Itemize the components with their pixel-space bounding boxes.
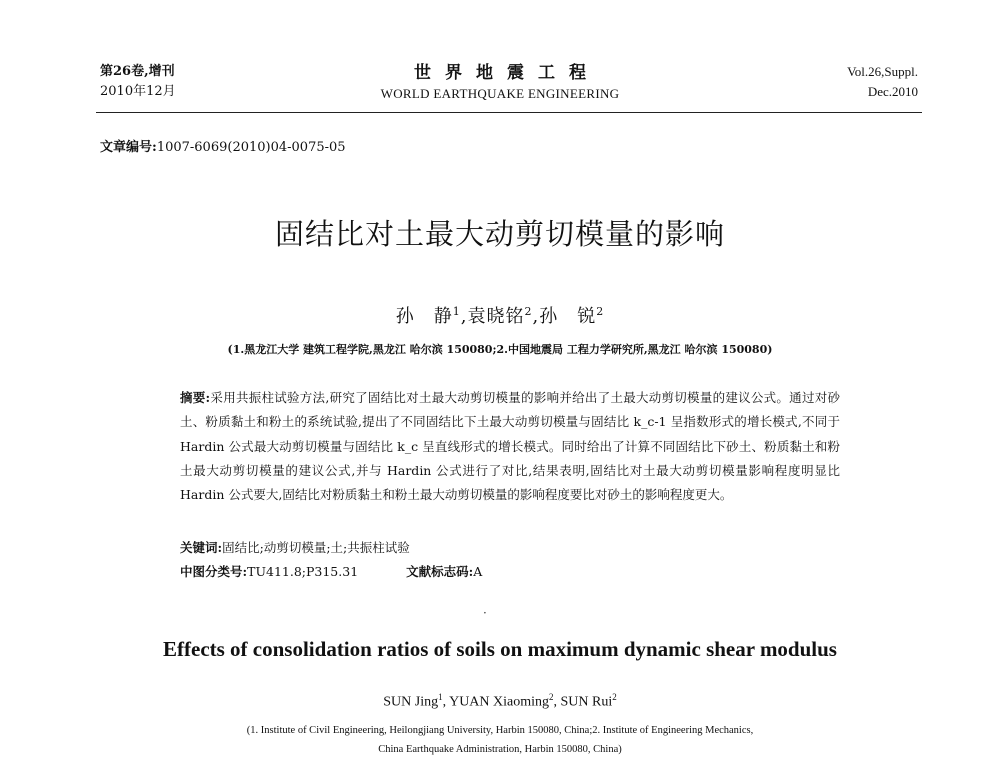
author-zh-sep-1: ,: [460, 306, 468, 327]
doc-code-label: 文献标志码:: [406, 564, 474, 579]
author-en-3-sup: 2: [612, 692, 617, 702]
title-en: Effects of consolidation ratios of soils on maximum dynamic shear modulus: [163, 637, 837, 661]
clc-label: 中图分类号:: [180, 564, 248, 579]
doc-code-value: A: [473, 564, 483, 579]
abstract-label: 摘要:: [180, 390, 211, 405]
article-number-value: 1007-6069(2010)04-0075-05: [156, 140, 346, 155]
author-zh-sep-2: ,: [532, 306, 540, 327]
abstract-text: 采用共振柱试验方法,研究了固结比对土最大动剪切模量的影响并给出了土最大动剪切模量的建议公式。通过对砂土、粉质黏土和粉土的系统试验,提出了不同固结比下土最大动剪切模量与固结比 k_c-1 呈指数形式的增长模式,不同于 Hardin 公式最大动剪切模量与固结比 k_c 呈直线形式的增长模式。同时给出了计算不同固结比下砂土、粉质黏土和粉土最大动剪切模量的建议公式,并与 Hardin 公式进行了对比,结果表明,固结比对土最大动剪切模量影响程度明显比 Hardin 公式要大,固结比对粉质黏土和粉土最大动剪切模量的影响程度要比对砂土的影响程度更大。: [180, 390, 840, 503]
journal-title-en: WORLD EARTHQUAKE ENGINEERING: [380, 86, 620, 101]
author-zh-2: 袁晓铭: [467, 306, 525, 327]
separator-dot: ·: [483, 606, 487, 620]
article-number: [100, 136, 346, 155]
author-en-sep-1: ,: [442, 694, 450, 710]
author-zh-3: 孙 锐: [539, 306, 597, 327]
affiliation-en-line-2: China Earthquake Administration, Harbin 150080, China): [378, 744, 622, 755]
affiliation-zh: (1.黑龙江大学 建筑工程学院,黑龙江 哈尔滨 150080;2.中国地震局 工程力学研究所,黑龙江 哈尔滨 150080): [227, 343, 773, 356]
author-en-2-sup: 2: [549, 692, 554, 702]
classification: [180, 562, 482, 580]
author-en-1: SUN Jing: [383, 694, 439, 710]
keywords-label: 关键词:: [180, 540, 223, 555]
article-number-label: 文章编号:: [100, 140, 157, 155]
author-en-3: SUN Rui: [560, 694, 613, 710]
volume-zh: 第26卷,增刊: [100, 64, 175, 79]
keywords: [180, 538, 410, 556]
author-zh-1: 孙 静: [395, 306, 453, 327]
header-left: [100, 62, 176, 102]
author-zh-3-sup: 2: [596, 305, 605, 318]
author-zh-2-sup: 2: [524, 305, 533, 318]
author-zh-1-sup: 1: [452, 305, 461, 318]
author-en-1-sup: 1: [438, 692, 443, 702]
title-zh: 固结比对土最大动剪切模量的影响: [274, 217, 725, 251]
journal-title-zh: 世界地震工程: [414, 63, 600, 83]
header-rule: [96, 112, 922, 113]
author-en-2: YUAN Xiaoming: [449, 694, 550, 710]
clc-value: TU411.8;P315.31: [247, 564, 359, 579]
keywords-value: 固结比;动剪切模量;土;共振柱试验: [222, 540, 410, 555]
author-en-sep-2: ,: [553, 694, 561, 710]
affiliation-en: [0, 721, 1000, 759]
date-zh: 2010年12月: [100, 84, 176, 99]
volume-en: Vol.26,Suppl.: [847, 64, 918, 79]
authors-en: [0, 692, 1000, 711]
abstract: [180, 386, 840, 507]
authors-zh: [0, 302, 1000, 328]
date-en: Dec.2010: [867, 84, 918, 99]
affiliation-en-line-1: (1. Institute of Civil Engineering, Heilongjiang University, Harbin 150080, China;2. Institute of Engineering Mechanics,: [246, 725, 754, 736]
header-right: [847, 62, 918, 102]
journal-title: [330, 58, 670, 102]
